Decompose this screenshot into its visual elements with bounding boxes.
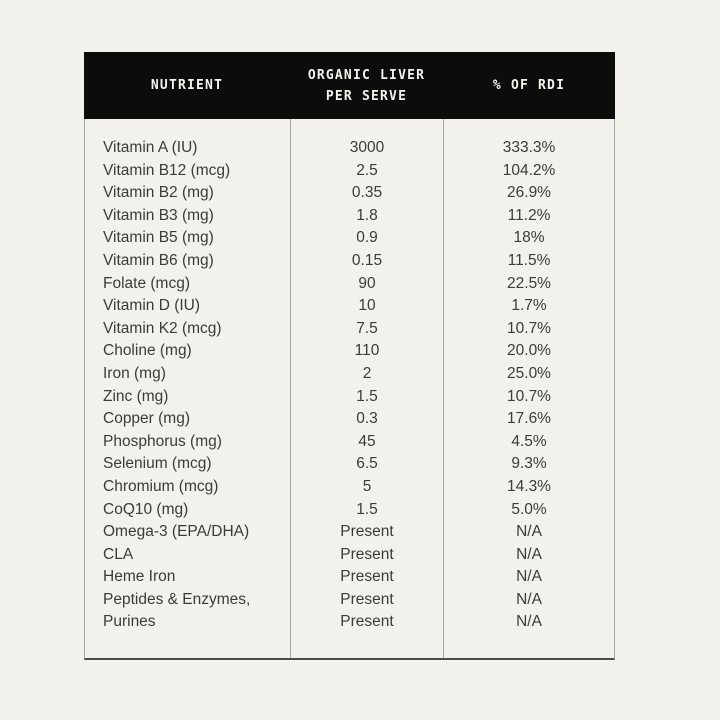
nutrient-label: Iron (mg) bbox=[103, 364, 166, 382]
nutrient-label: Vitamin B6 (mg) bbox=[103, 251, 214, 269]
amount-value: 0.9 bbox=[356, 229, 378, 247]
nutrient-label: Vitamin D (IU) bbox=[103, 297, 201, 315]
amount-value: 10 bbox=[358, 297, 376, 315]
rdi-value: 11.5% bbox=[507, 251, 551, 269]
nutrient-label: Choline (mg) bbox=[103, 342, 192, 360]
rdi-value: 26.9% bbox=[507, 184, 551, 202]
rdi-value: 333.3% bbox=[502, 139, 556, 156]
rdi-value: 10.7% bbox=[507, 387, 551, 405]
amount-value: Present bbox=[340, 613, 394, 631]
amount-value: 0.3 bbox=[356, 410, 378, 428]
amount-value: Present bbox=[340, 523, 394, 541]
nutrient-label: Selenium (mcg) bbox=[103, 455, 212, 473]
amount-value: Present bbox=[340, 590, 394, 608]
nutrient-label: Omega-3 (EPA/DHA) bbox=[103, 523, 250, 541]
nutrient-label: Vitamin A (IU) bbox=[103, 139, 198, 156]
nutrition-table bbox=[84, 52, 615, 660]
amount-value: 45 bbox=[358, 432, 376, 450]
header-percent-rdi bbox=[443, 52, 615, 119]
nutrient-label: Purines bbox=[103, 613, 156, 631]
amount-value: 2.5 bbox=[356, 161, 378, 179]
rdi-value: N/A bbox=[516, 568, 542, 586]
amount-value: 7.5 bbox=[356, 319, 378, 337]
nutrient-label: Vitamin K2 (mcg) bbox=[103, 319, 222, 337]
nutrient-label: CLA bbox=[103, 545, 134, 563]
amount-value: 0.35 bbox=[351, 184, 383, 202]
table-body bbox=[84, 119, 615, 660]
amount-value: 5 bbox=[362, 477, 372, 495]
amount-value: Present bbox=[340, 568, 394, 586]
rdi-value: 4.5% bbox=[511, 432, 547, 450]
nutrient-label: Copper (mg) bbox=[103, 410, 190, 428]
rdi-value: 9.3% bbox=[511, 455, 547, 473]
rdi-value: 1.7% bbox=[511, 297, 547, 315]
amount-value: 2 bbox=[362, 364, 372, 382]
amount-value: 6.5 bbox=[356, 455, 378, 473]
header-nutrient-label: NUTRIENT bbox=[150, 78, 224, 93]
rdi-value: 17.6% bbox=[507, 410, 551, 428]
rdi-value: N/A bbox=[516, 545, 542, 563]
rdi-value: 18% bbox=[513, 229, 545, 247]
nutrient-label: Heme Iron bbox=[103, 568, 176, 586]
nutrient-label: Vitamin B3 (mg) bbox=[103, 206, 214, 224]
nutrient-label: Zinc (mg) bbox=[103, 387, 169, 405]
header-serve-line1: ORGANIC LIVER bbox=[307, 67, 426, 83]
rdi-value: 14.3% bbox=[507, 477, 551, 495]
nutrient-label: Phosphorus (mg) bbox=[103, 432, 222, 450]
nutrient-label: Peptides & Enzymes, bbox=[103, 590, 251, 608]
amount-value: 1.5 bbox=[356, 387, 378, 405]
header-nutrient bbox=[84, 52, 290, 119]
header-rdi-label: % OF RDI bbox=[492, 78, 566, 93]
header-serve-line2: PER SERVE bbox=[325, 88, 408, 104]
nutrient-label: CoQ10 (mg) bbox=[103, 500, 189, 518]
column-nutrient bbox=[85, 119, 290, 658]
amount-value: 90 bbox=[358, 274, 376, 292]
rdi-value: 20.0% bbox=[507, 342, 551, 360]
amount-value: 110 bbox=[354, 342, 380, 360]
nutrient-label: Chromium (mcg) bbox=[103, 477, 219, 495]
rdi-value: N/A bbox=[516, 523, 542, 541]
amount-value: Present bbox=[340, 545, 394, 563]
rdi-value: 22.5% bbox=[507, 274, 551, 292]
header-organic-liver-per-serve bbox=[290, 52, 443, 119]
amount-value: 1.8 bbox=[356, 206, 378, 224]
nutrient-label: Folate (mcg) bbox=[103, 274, 190, 292]
rdi-value: N/A bbox=[516, 613, 542, 631]
rdi-value: 10.7% bbox=[507, 319, 551, 337]
amount-value: 1.5 bbox=[356, 500, 378, 518]
nutrient-label: Vitamin B2 (mg) bbox=[103, 184, 214, 202]
column-amount-per-serve bbox=[290, 119, 443, 658]
rdi-value: N/A bbox=[516, 590, 542, 608]
rdi-value: 11.2% bbox=[507, 206, 551, 224]
nutrient-label: Vitamin B5 (mg) bbox=[103, 229, 214, 247]
rdi-value: 5.0% bbox=[511, 500, 547, 518]
rdi-value: 104.2% bbox=[502, 161, 556, 179]
amount-value: 3000 bbox=[349, 139, 385, 156]
nutrient-label: Vitamin B12 (mcg) bbox=[103, 161, 231, 179]
table-header bbox=[84, 52, 615, 119]
amount-value: 0.15 bbox=[351, 251, 383, 269]
rdi-value: 25.0% bbox=[507, 364, 551, 382]
column-percent-rdi bbox=[443, 119, 614, 658]
